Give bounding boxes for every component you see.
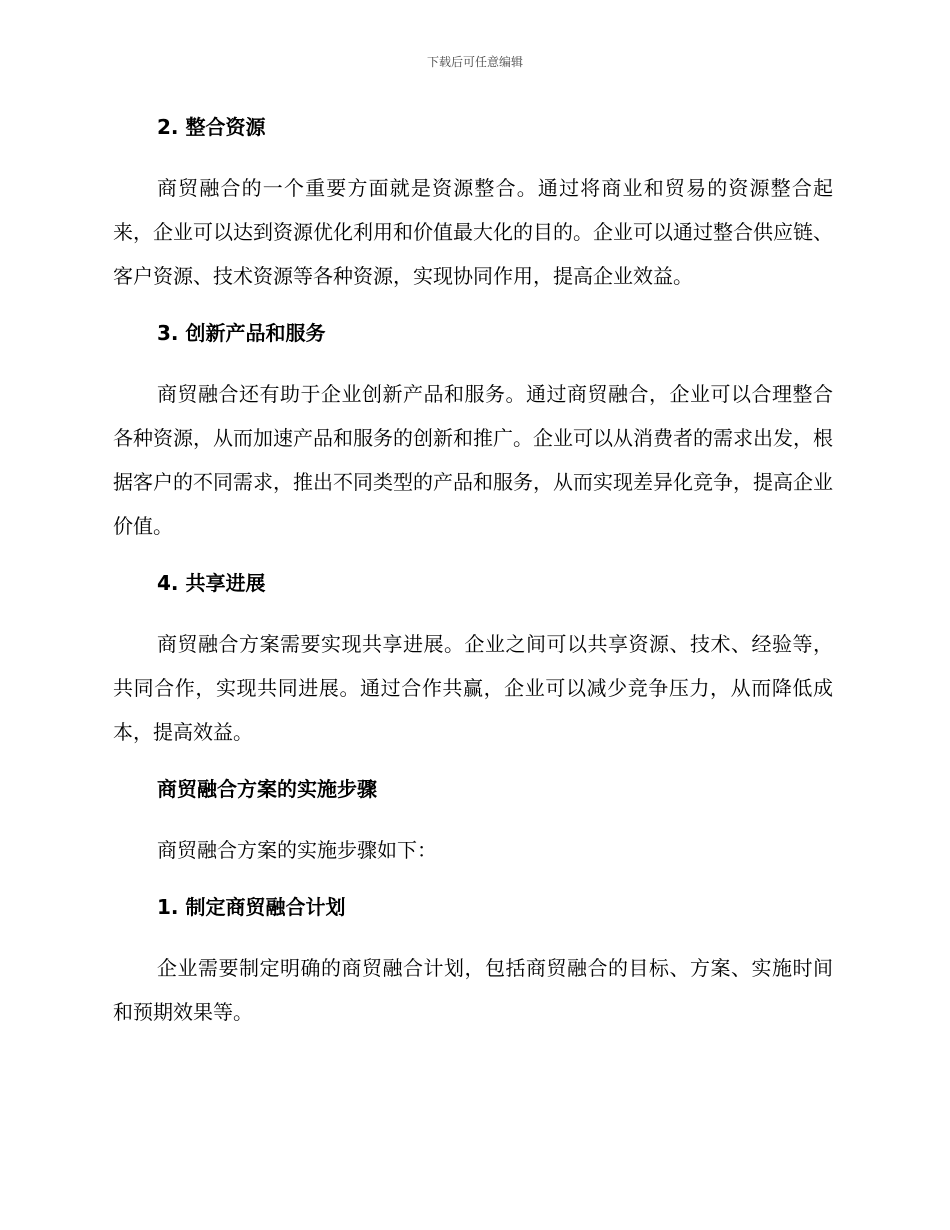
section-heading-integrate-resources: 2. 整合资源: [157, 115, 266, 139]
section-heading-innovate-products: 3. 创新产品和服务: [157, 321, 326, 345]
document-body: [113, 112, 833, 1034]
section-heading-shared-progress: 4. 共享进展: [157, 571, 266, 595]
section-paragraph-make-plan: 企业需要制定明确的商贸融合计划，包括商贸融合的目标、方案、实施时间和预期效果等。: [113, 956, 833, 1024]
page-header: 下载后可任意编辑: [426, 55, 523, 69]
section-paragraph-shared-progress: 商贸融合方案需要实现共享进展。企业之间可以共享资源、技术、经验等，共同合作，实现共同进展。通过合作共赢，企业可以减少竞争压力，从而降低成本，提高效益。: [113, 632, 833, 744]
section-heading-make-plan: 1. 制定商贸融合计划: [157, 895, 346, 919]
section-paragraph-implementation-steps: 商贸融合方案的实施步骤如下：: [157, 838, 437, 862]
section-paragraph-integrate-resources: 商贸融合的一个重要方面就是资源整合。通过将商业和贸易的资源整合起来，企业可以达到资源优化利用和价值最大化的目的。企业可以通过整合供应链、客户资源、技术资源等各种资源，实现协同作用，提高企业效益。: [113, 176, 833, 288]
section-paragraph-innovate-products: 商贸融合还有助于企业创新产品和服务。通过商贸融合，企业可以合理整合各种资源，从而加速产品和服务的创新和推广。企业可以从消费者的需求出发，根据客户的不同需求，推出不同类型的产品和服务，从而实现差异化竞争，提高企业价值。: [113, 382, 833, 538]
section-heading-implementation-steps: 商贸融合方案的实施步骤: [157, 777, 377, 801]
